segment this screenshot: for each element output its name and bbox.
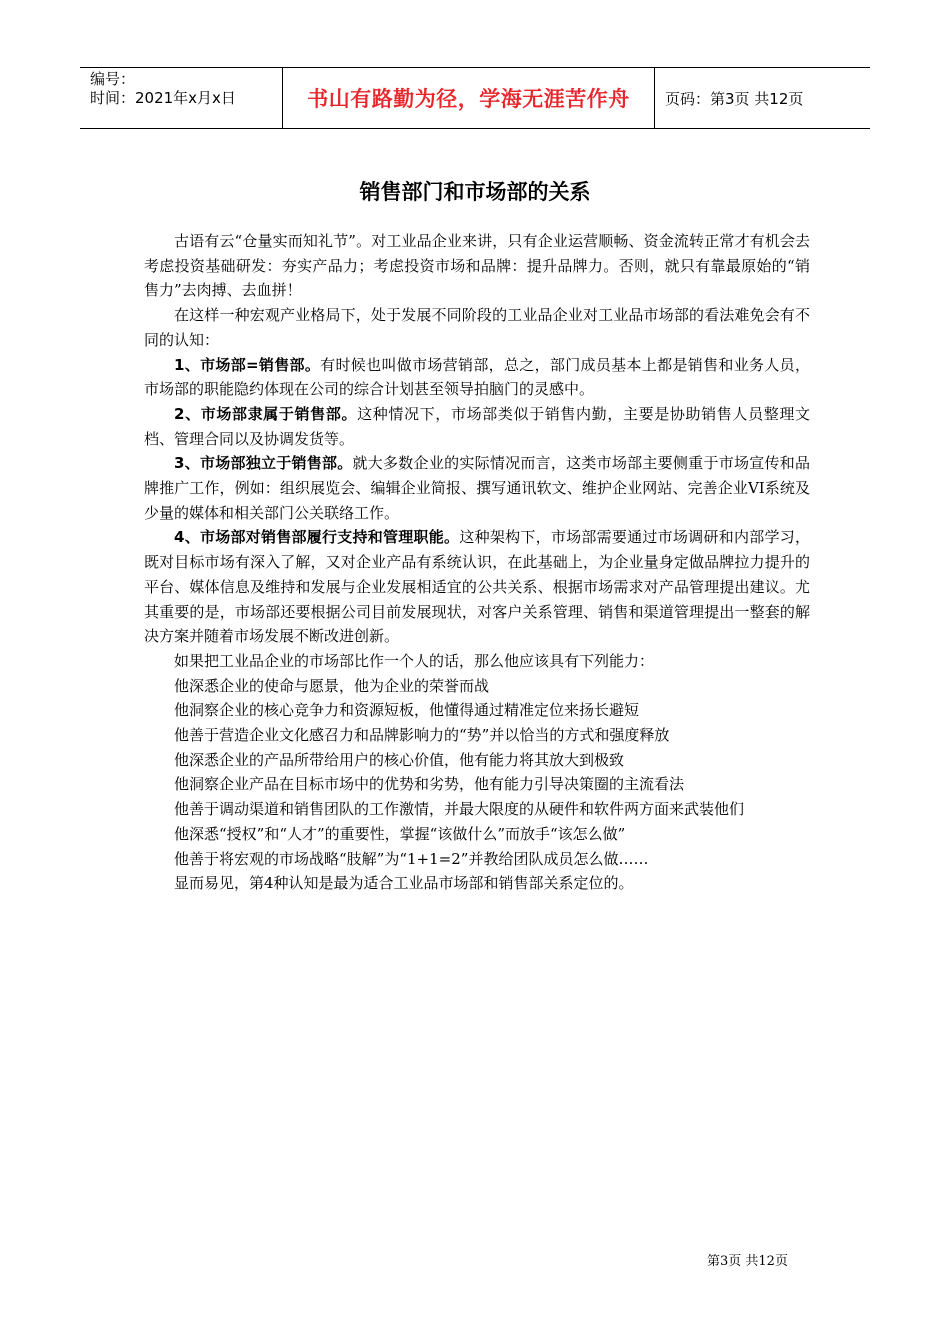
paragraph-heading: 4、市场部对销售部履行支持和管理职能。 [174, 528, 460, 547]
paragraph-text: 他深悉“授权”和“人才”的重要性，掌握“该做什么”而放手“该怎么做” [174, 824, 626, 843]
paragraph [144, 303, 810, 352]
page-footer: 第3页 共12页 [707, 1254, 788, 1269]
paragraph-text: 显而易见，第4种认知是最为适合工业品市场部和销售部关系定位的。 [174, 874, 634, 893]
document-body [144, 229, 810, 896]
header-page-cell [655, 68, 870, 128]
ability-item [144, 748, 810, 773]
paragraph-text: 有时候也叫做市场营销部，总之，部门成员基本上都是销售和业务人员，市场部的职能隐约体现在公司的综合计划甚至领导拍脑门的灵感中。 [144, 355, 810, 399]
ability-item [144, 797, 810, 822]
paragraph-text: 他善于将宏观的市场战略“肢解”为“1+1=2”并教给团队成员怎么做…… [174, 849, 649, 868]
paragraph-text: 古语有云“仓量实而知礼节”。对工业品企业来讲，只有企业运营顺畅、资金流转正常才有机会去考虑投资基础研发：夯实产品力；考虑投资市场和品牌：提升品牌力。否则，就只有靠最原始的“销售力”去肉搏、去血拼！ [144, 232, 810, 300]
paragraph-text: 他洞察企业产品在目标市场中的优势和劣势，他有能力引导决策圈的主流看法 [174, 775, 685, 794]
paragraph-text: 他善于调动渠道和销售团队的工作激情，并最大限度的从硬件和软件两方面来武装他们 [174, 800, 745, 819]
paragraph-text: 他善于营造企业文化感召力和品牌影响力的“势”并以恰当的方式和强度释放 [174, 726, 670, 745]
paragraph-text: 他深悉企业的使命与愿景，他为企业的荣誉而战 [174, 676, 490, 695]
page-header [80, 67, 870, 129]
paragraph-heading: 2、市场部隶属于销售部。 [174, 404, 358, 423]
header-motto-cell [282, 68, 655, 128]
header-motto: 书山有路勤为径，学海无涯苦作舟 [307, 87, 630, 111]
paragraph [144, 871, 810, 896]
paragraph-text: 这种情况下，市场部类似于销售内勤，主要是协助销售人员整理文档、管理合同以及协调发货等。 [144, 404, 810, 448]
paragraph-heading: 3、市场部独立于销售部。 [174, 454, 353, 473]
ability-item [144, 847, 810, 872]
paragraph [144, 402, 810, 451]
paragraph-text: 这种架构下，市场部需要通过市场调研和内部学习，既对目标市场有深入了解，又对企业产品有系统认识，在此基础上，为企业量身定做品牌拉力提升的平台、媒体信息及维持和发展与企业发展相适宜的公共关系、根据市场需求对产品管理提出建议。尤其重要的是，市场部还要根据公司目前发展现状，对客户关系管理、销售和渠道管理提出一整套的解决方案并随着市场发展不断改进创新。 [144, 528, 810, 646]
paragraph-text: 他洞察企业的核心竞争力和资源短板，他懂得通过精准定位来扬长避短 [174, 701, 640, 720]
paragraph-text: 就大多数企业的实际情况而言，这类市场部主要侧重于市场宣传和品牌推广工作，例如：组织展览会、编辑企业简报、撰写通讯软文、维护企业网站、完善企业VI系统及少量的媒体和相关部门公关联络工作。 [144, 454, 810, 522]
paragraph [144, 353, 810, 402]
paragraph [144, 649, 810, 674]
paragraph [144, 229, 810, 303]
document-time-label: 时间：2021年x月x日 [90, 89, 236, 107]
document-title: 销售部门和市场部的关系 [359, 180, 591, 204]
paragraph-text: 他深悉企业的产品所带给用户的核心价值，他有能力将其放大到极致 [174, 750, 625, 769]
paragraph-text: 如果把工业品企业的市场部比作一个人的话，那么他应该具有下列能力： [174, 651, 655, 670]
ability-item [144, 772, 810, 797]
document-number-label: 编号： [90, 70, 136, 88]
paragraph [144, 451, 810, 525]
header-page-info: 页码：第3页 共12页 [665, 89, 804, 108]
ability-item [144, 674, 810, 699]
paragraph [144, 525, 810, 649]
ability-item [144, 698, 810, 723]
ability-item [144, 822, 810, 847]
header-meta-cell [80, 68, 282, 128]
paragraph-heading: 1、市场部=销售部。 [174, 355, 321, 374]
ability-item [144, 723, 810, 748]
paragraph-text: 在这样一种宏观产业格局下，处于发展不同阶段的工业品企业对工业品市场部的看法难免会有不同的认知： [144, 306, 810, 349]
